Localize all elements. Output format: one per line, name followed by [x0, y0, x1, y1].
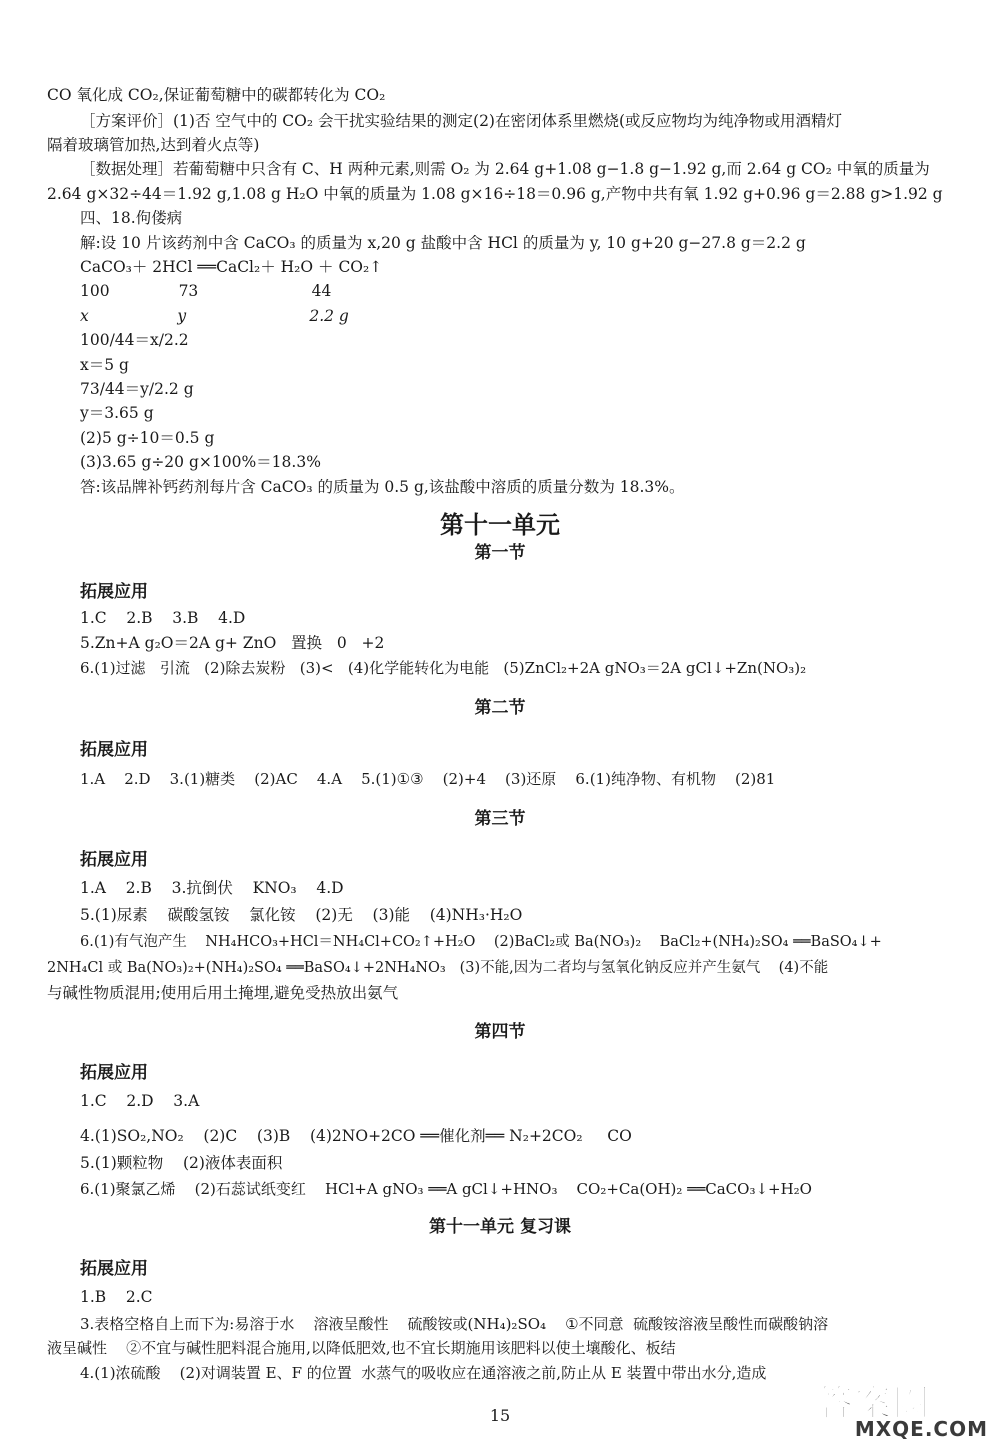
section-title: 第二节 [474, 698, 526, 718]
subsection-title: 拓展应用 [80, 850, 148, 870]
text-line: 5.(1)颗粒物 (2)液体表面积 [80, 1154, 283, 1172]
watermark-url: MXQE.COM [854, 1417, 988, 1441]
text-line: 100/44＝x/2.2 [80, 331, 189, 349]
text-line: 隔着玻璃管加热,达到着火点等) [47, 136, 260, 154]
text-line: CO 氧化成 CO₂,保证葡萄糖中的碳都转化为 CO₂ [47, 86, 386, 104]
text-line: 1.A 2.D 3.(1)糖类 (2)AC 4.A 5.(1)①③ (2)+4 (3)还原 6.(1)纯净物、有机物 (2)81 [80, 770, 776, 788]
text-line: 5.Zn+A g₂O＝2A g+ ZnO 置换 0 +2 [80, 634, 385, 652]
watermark [817, 1375, 992, 1441]
text-line: 1.C 2.D 3.A [80, 1092, 200, 1110]
text-line: 5.(1)尿素 碳酸氢铵 氯化铵 (2)无 (3)能 (4)NH₃·H₂O [80, 906, 523, 924]
text-line: 6.(1)有气泡产生 NH₄HCO₃+HCl＝NH₄Cl+CO₂↑+H₂O (2)BaCl₂或 Ba(NO₃)₂ BaCl₂+(NH₄)₂SO₄ ══BaSO₄↓+ [80, 934, 882, 950]
equation-line: CaCO₃＋ 2HCl ══CaCl₂＋ H₂O ＋ CO₂↑ [80, 258, 383, 276]
text-line: 73/44＝y/2.2 g [80, 380, 194, 398]
text-line: (2)5 g÷10＝0.5 g [80, 429, 215, 447]
text-line: 6.(1)聚氯乙烯 (2)石蕊试纸变红 HCl+A gNO₃ ══A gCl↓+HNO₃ CO₂+Ca(OH)₂ ══CaCO₃↓+H₂O [80, 1180, 812, 1198]
text-line: 2.64 g×32÷44＝1.92 g,1.08 g H₂O 中氧的质量为 1.08 g×16÷18＝0.96 g,产物中共有氧 1.92 g+0.96 g＝2.88 g>1.92 g [47, 185, 943, 203]
section-title: 第一节 [474, 543, 526, 563]
text-line: 液呈碱性 ②不宜与碱性肥料混合施用,以降低肥效,也不宜长期施用该肥料以使土壤酸化、板结 [47, 1339, 676, 1357]
text-line: 1.A 2.B 3.抗倒伏 KNO₃ 4.D [80, 879, 344, 897]
text-line: (3)3.65 g÷20 g×100%＝18.3% [80, 453, 321, 471]
subsection-title: 拓展应用 [80, 582, 148, 602]
text-line: y＝3.65 g [80, 404, 154, 422]
subsection-title: 拓展应用 [80, 1259, 148, 1279]
text-line: x y 2.2 g [80, 307, 349, 325]
section-title: 第三节 [474, 809, 526, 829]
text-line: 与碱性物质混用;使用后用土掩埋,避免受热放出氨气 [47, 984, 399, 1002]
text-line: ［数据处理］若葡萄糖中只含有 C、H 两种元素,则需 O₂ 为 2.64 g+1.08 g−1.8 g−1.92 g,而 2.64 g CO₂ 中氧的质量为 [80, 160, 930, 178]
text-line: 四、18.佝偻病 [80, 209, 183, 227]
text-line: 4.(1)浓硫酸 (2)对调装置 E、F 的位置 水蒸气的吸收应在通溶液之前,防止从 E 装置中带出水分,造成 [80, 1364, 767, 1382]
text-line: 答:该品牌补钙药剂每片含 CaCO₃ 的质量为 0.5 g,该盐酸中溶质的质量分数为 18.3%。 [80, 478, 685, 496]
text-line: x＝5 g [80, 356, 129, 374]
text-line: 4.(1)SO₂,NO₂ (2)C (3)B (4)2NO+2CO ══催化剂══ N₂+2CO₂ CO [80, 1127, 632, 1145]
text-line: 1.B 2.C [80, 1288, 153, 1306]
text-line: 3.表格空格自上而下为:易溶于水 溶液呈酸性 硫酸铵或(NH₄)₂SO₄ ①不同意 硫酸铵溶液呈酸性而碳酸钠溶 [80, 1315, 829, 1333]
text-line: 解:设 10 片该药剂中含 CaCO₃ 的质量为 x,20 g 盐酸中含 HCl 的质量为 y, 10 g+20 g−27.8 g＝2.2 g [80, 234, 806, 252]
text-line: 6.(1)过滤 引流 (2)除去炭粉 (3)< (4)化学能转化为电能 (5)ZnCl₂+2A gNO₃＝2A gCl↓+Zn(NO₃)₂ [80, 659, 807, 677]
page-number: 15 [489, 1406, 511, 1425]
unit-title: 第十一单元 [440, 510, 560, 539]
section-title: 第四节 [474, 1022, 526, 1042]
text-line: 2NH₄Cl 或 Ba(NO₃)₂+(NH₄)₂SO₄ ══BaSO₄↓+2NH₄NO₃ (3)不能,因为二者均与氢氧化钠反应并产生氨气 (4)不能 [47, 960, 829, 976]
subsection-title: 拓展应用 [80, 1063, 148, 1083]
subsection-title: 拓展应用 [80, 740, 148, 760]
text-line: ［方案评价］(1)否 空气中的 CO₂ 会干扰实验结果的测定(2)在密闭体系里燃烧(或反应物均为纯净物或用酒精灯 [80, 112, 843, 130]
text-line: 100 73 44 [80, 282, 332, 300]
watermark-logo: 答案圈 [817, 1383, 932, 1424]
section-title: 第十一单元 复习课 [429, 1217, 571, 1237]
text-line: 1.C 2.B 3.B 4.D [80, 609, 246, 627]
